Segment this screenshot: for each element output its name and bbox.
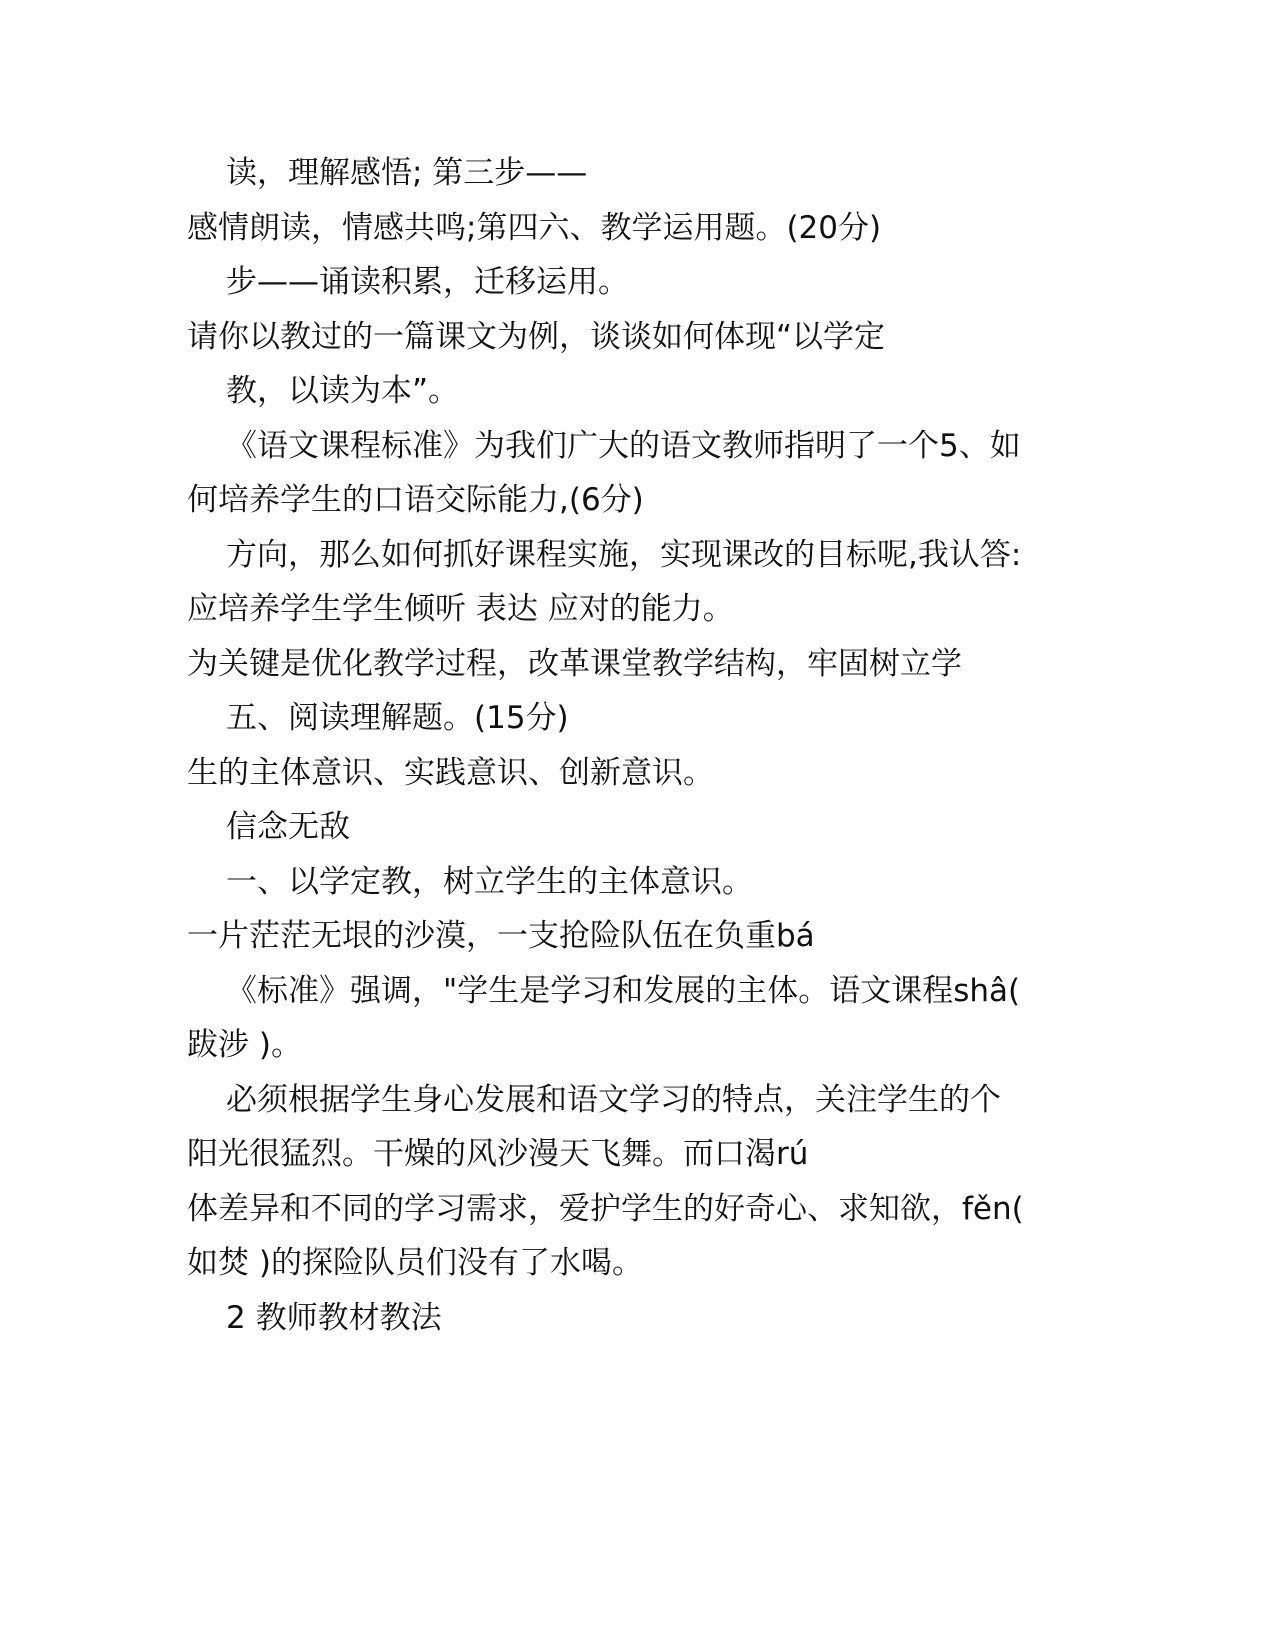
text-line: 感情朗读，情感共鸣;第四六、教学运用题。(20分)	[187, 210, 882, 246]
text-line: 《语文课程标准》为我们广大的语文教师指明了一个5、如	[226, 428, 1021, 464]
text-line: 一、以学定教，树立学生的主体意识。	[226, 864, 753, 900]
text-line: 应培养学生学生倾听 表达 应对的能力。	[187, 591, 734, 627]
text-line: 步——诵读积累，迁移运用。	[226, 264, 629, 300]
text-line: 方向，那么如何抓好课程实施，实现课改的目标呢,我认答:	[226, 537, 1022, 573]
text-line: 教，以读为本”。	[226, 373, 460, 409]
text-line: 为关键是优化教学过程，改革课堂教学结构，牢固树立学	[187, 646, 962, 682]
text-line: 生的主体意识、实践意识、创新意识。	[187, 755, 714, 791]
text-line: 体差异和不同的学习需求，爱护学生的好奇心、求知欲，fěn(	[187, 1191, 1024, 1227]
text-line: 如焚 )的探险队员们没有了水喝。	[187, 1245, 643, 1281]
text-line: 何培养学生的口语交际能力,(6分)	[187, 482, 644, 518]
text-line: 跋涉 )。	[187, 1027, 302, 1063]
text-line: 五、阅读理解题。(15分)	[226, 700, 569, 736]
text-line: 信念无敌	[226, 809, 350, 845]
text-line: 2 教师教材教法	[226, 1300, 442, 1336]
text-line: 请你以教过的一篇课文为例，谈谈如何体现“以学定	[187, 319, 886, 355]
text-line: 《标准》强调，"学生是学习和发展的主体。语文课程shâ(	[226, 973, 1021, 1009]
text-line: 读，理解感悟; 第三步——	[226, 155, 588, 191]
text-line: 阳光很猛烈。干燥的风沙漫天飞舞。而口渴rú	[187, 1136, 809, 1172]
text-line: 必须根据学生身心发展和语文学习的特点，关注学生的个	[226, 1082, 1001, 1118]
text-line: 一片茫茫无垠的沙漠，一支抢险队伍在负重bá	[187, 918, 815, 954]
